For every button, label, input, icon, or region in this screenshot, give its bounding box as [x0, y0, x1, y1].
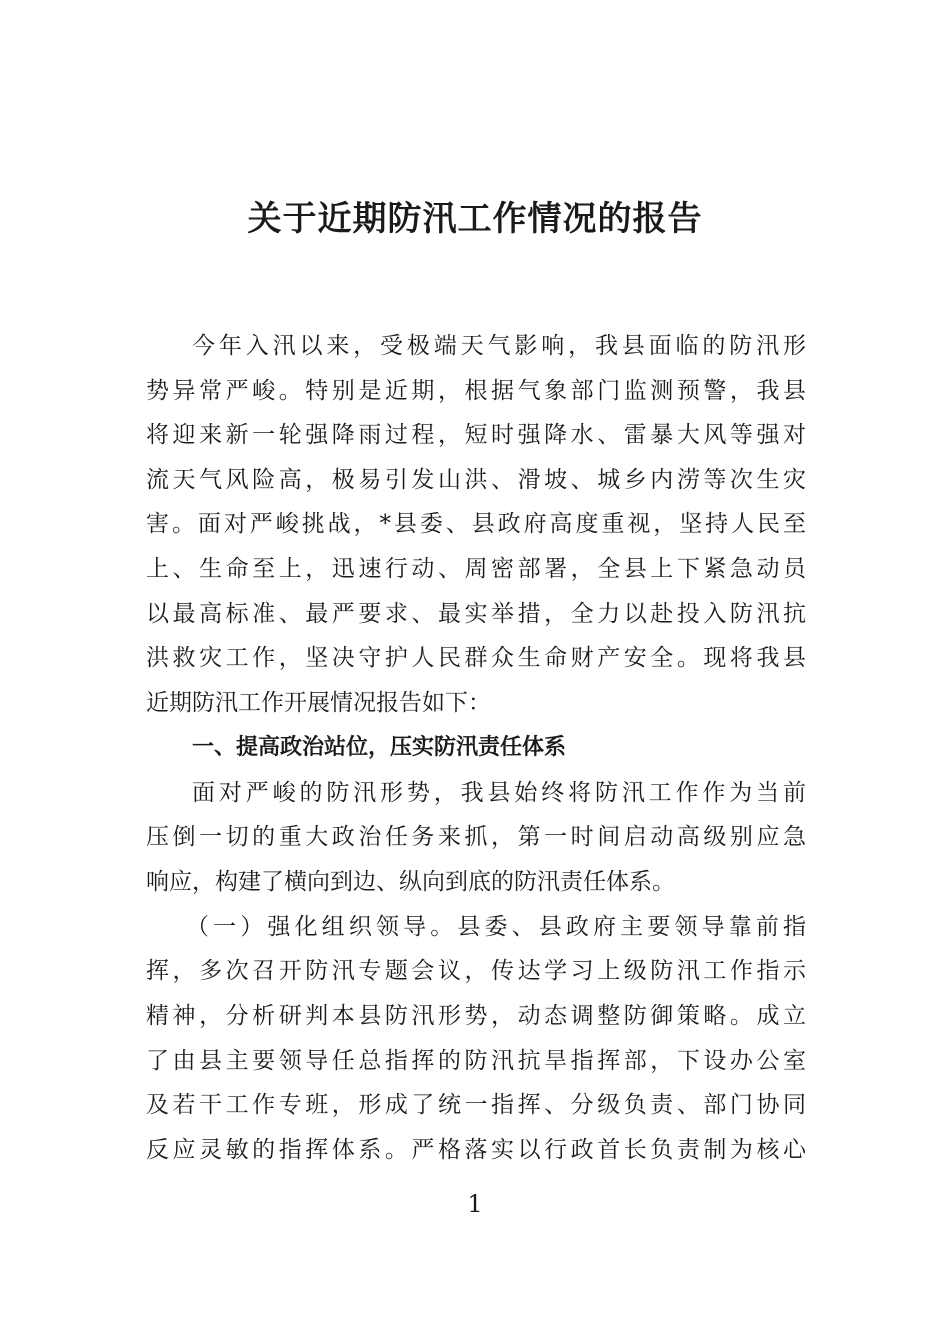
body-line: 洪救灾工作，坚决守护人民群众生命财产安全。现将我县	[146, 645, 806, 671]
body-line: 流天气风险高，极易引发山洪、滑坡、城乡内涝等次生灾	[146, 467, 806, 493]
page-number: 1	[467, 1190, 483, 1218]
body-line: 今年入汛以来，受极端天气影响，我县面临的防汛形	[192, 333, 806, 359]
body-line: 了由县主要领导任总指挥的防汛抗旱指挥部，下设办公室	[146, 1048, 806, 1074]
body-line: 势异常严峻。特别是近期，根据气象部门监测预警，我县	[146, 378, 806, 404]
body-line: 精神，分析研判本县防汛形势，动态调整防御策略。成立	[146, 1003, 806, 1029]
body-line: 上、生命至上，迅速行动、周密部署，全县上下紧急动员	[146, 556, 806, 582]
body-line: 面对严峻的防汛形势，我县始终将防汛工作作为当前	[192, 780, 806, 806]
body-line: 挥，多次召开防汛专题会议，传达学习上级防汛工作指示	[146, 958, 806, 984]
document-title: 关于近期防汛工作情况的报告	[247, 199, 703, 239]
body-line: 以最高标准、最严要求、最实举措，全力以赴投入防汛抗	[146, 601, 806, 627]
body-line: 及若干工作专班，形成了统一指挥、分级负责、部门协同	[146, 1092, 806, 1118]
subsection-line: （一）强化组织领导。县委、县政府主要领导靠前指	[186, 914, 806, 940]
body-line: 害。面对严峻挑战，*县委、县政府高度重视，坚持人民至	[146, 511, 806, 537]
section-heading: 一、提高政治站位，压实防汛责任体系	[192, 735, 567, 760]
body-line: 反应灵敏的指挥体系。严格落实以行政首长负责制为核心	[146, 1137, 806, 1163]
body-line: 压倒一切的重大政治任务来抓，第一时间启动高级别应急	[146, 824, 806, 850]
body-line: 将迎来新一轮强降雨过程，短时强降水、雷暴大风等强对	[146, 422, 806, 448]
body-line: 响应，构建了横向到边、纵向到底的防汛责任体系。	[146, 869, 675, 895]
body-line: 近期防汛工作开展情况报告如下：	[146, 690, 491, 716]
